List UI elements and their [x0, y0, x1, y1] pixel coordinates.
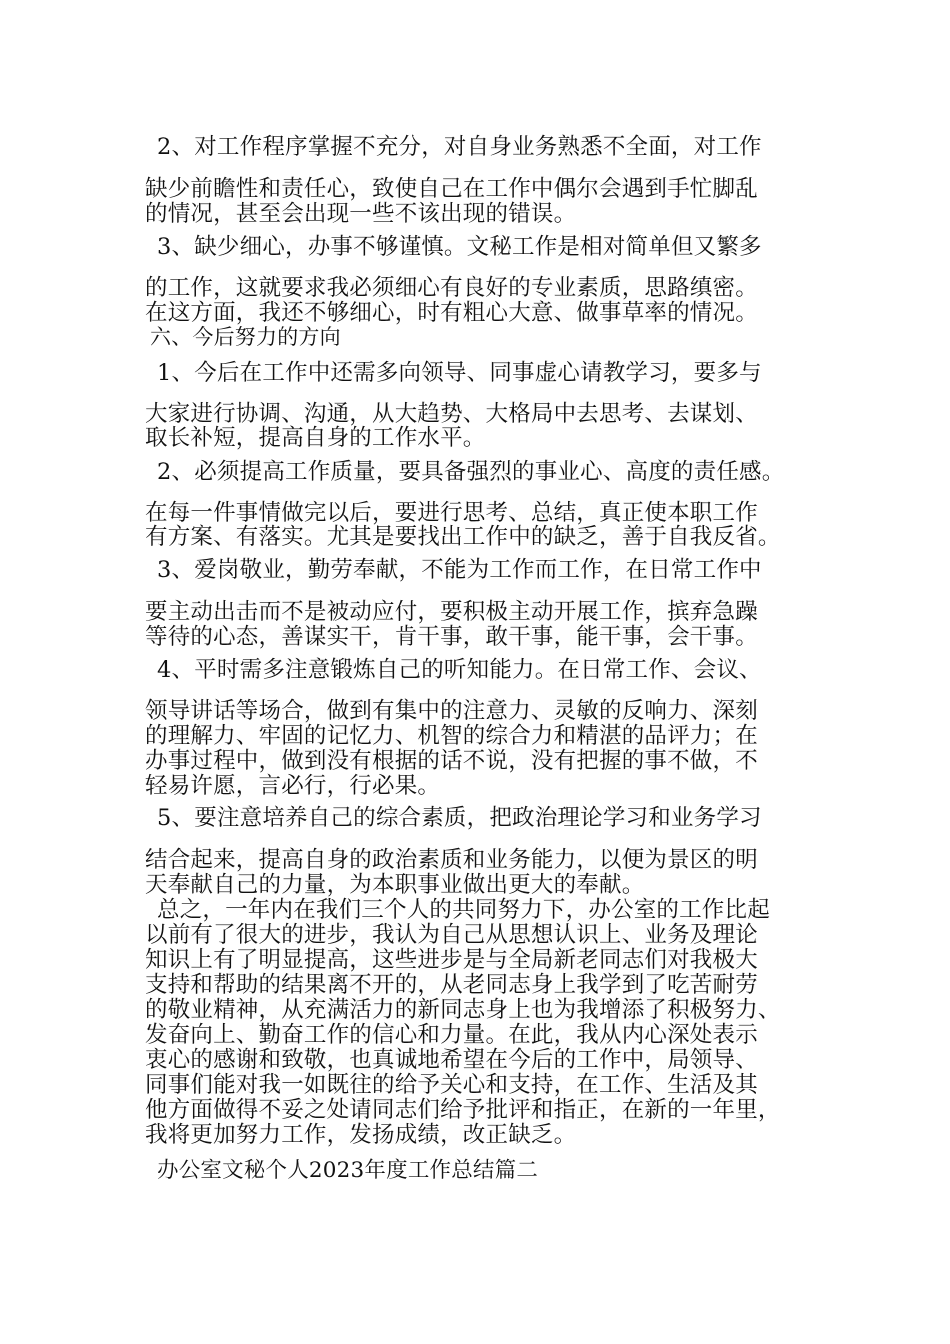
paragraph-line: 5、要注意培养自己的综合素质，把政治理论学习和业务学习 [157, 805, 762, 831]
paragraph-line: 结合起来，提高自身的政治素质和业务能力，以便为景区的明 [145, 847, 758, 873]
paragraph-line: 在这方面，我还不够细心，时有粗心大意、做事草率的情况。 [145, 300, 758, 326]
paragraph-line: 等待的心态，善谋实干，肯干事，敢干事，能干事，会干事。 [145, 624, 758, 650]
paragraph-line: 缺少前瞻性和责任心，致使自己在工作中偶尔会遇到手忙脚乱 [145, 176, 758, 202]
paragraph-line: 2、必须提高工作质量，要具备强烈的事业心、高度的责任感。 [157, 459, 785, 485]
paragraph-line: 轻易许愿，言必行，行必果。 [145, 773, 441, 799]
paragraph-line: 天奉献自己的力量，为本职事业做出更大的奉献。 [145, 872, 645, 898]
paragraph-line: 3、缺少细心，办事不够谨慎。文秘工作是相对简单但又繁多 [157, 234, 762, 260]
paragraph-line: 办事过程中，做到没有根据的话不说，没有把握的事不做，不 [145, 748, 758, 774]
paragraph-line: 2、对工作程序掌握不充分，对自身业务熟悉不全面，对工作 [157, 134, 762, 160]
paragraph-line: 大家进行协调、沟通，从大趋势、大格局中去思考、去谋划、 [145, 401, 758, 427]
paragraph-line: 的情况，甚至会出现一些不该出现的错误。 [145, 201, 577, 227]
paragraph-line: 以前有了很大的进步，我认为自己从思想认识上、业务及理论 [145, 922, 758, 948]
paragraph-line: 的理解力、牢固的记忆力、机智的综合力和精湛的品评力；在 [145, 723, 758, 749]
paragraph-line: 在每一件事情做完以后，要进行思考、总结，真正使本职工作 [145, 500, 758, 526]
paragraph-line: 同事们能对我一如既往的给予关心和支持，在工作、生活及其 [145, 1072, 758, 1098]
paragraph-line: 3、爱岗敬业，勤劳奉献，不能为工作而工作，在日常工作中 [157, 557, 762, 583]
paragraph-line: 取长补短，提高自身的工作水平。 [145, 425, 486, 451]
paragraph-line: 支持和帮助的结果离不开的，从老同志身上我学到了吃苦耐劳 [145, 972, 758, 998]
paragraph-line: 衷心的感谢和致敬，也真诚地希望在今后的工作中，局领导、 [145, 1047, 758, 1073]
paragraph-line: 他方面做得不妥之处请同志们给予批评和指正，在新的一年里， [145, 1097, 781, 1123]
paragraph-line: 的敬业精神，从充满活力的新同志身上也为我增添了积极努力、 [145, 997, 781, 1023]
paragraph-line: 我将更加努力工作，发扬成绩，改正缺乏。 [145, 1122, 577, 1148]
paragraph-line: 总之，一年内在我们三个人的共同努力下，办公室的工作比起 [157, 897, 770, 923]
paragraph-line: 的工作，这就要求我必须细心有良好的专业素质，思路缜密。 [145, 275, 758, 301]
paragraph-line: 1、今后在工作中还需多向领导、同事虚心请教学习，要多与 [157, 360, 762, 386]
paragraph-line: 发奋向上、勤奋工作的信心和力量。在此，我从内心深处表示 [145, 1022, 758, 1048]
paragraph-line: 4、平时需多注意锻炼自己的听知能力。在日常工作、会议、 [157, 657, 762, 683]
paragraph-line: 领导讲话等场合，做到有集中的注意力、灵敏的反响力、深刻 [145, 698, 758, 724]
paragraph-line: 知识上有了明显提高，这些进步是与全局新老同志们对我极大 [145, 947, 758, 973]
paragraph-line: 有方案、有落实。尤其是要找出工作中的缺乏，善于自我反省。 [145, 524, 781, 550]
paragraph-line: 要主动出击而不是被动应付，要积极主动开展工作，摈弃急躁 [145, 599, 758, 625]
section-heading: 六、今后努力的方向 [150, 325, 341, 349]
section-title: 办公室文秘个人2023年度工作总结篇二 [157, 1158, 539, 1183]
